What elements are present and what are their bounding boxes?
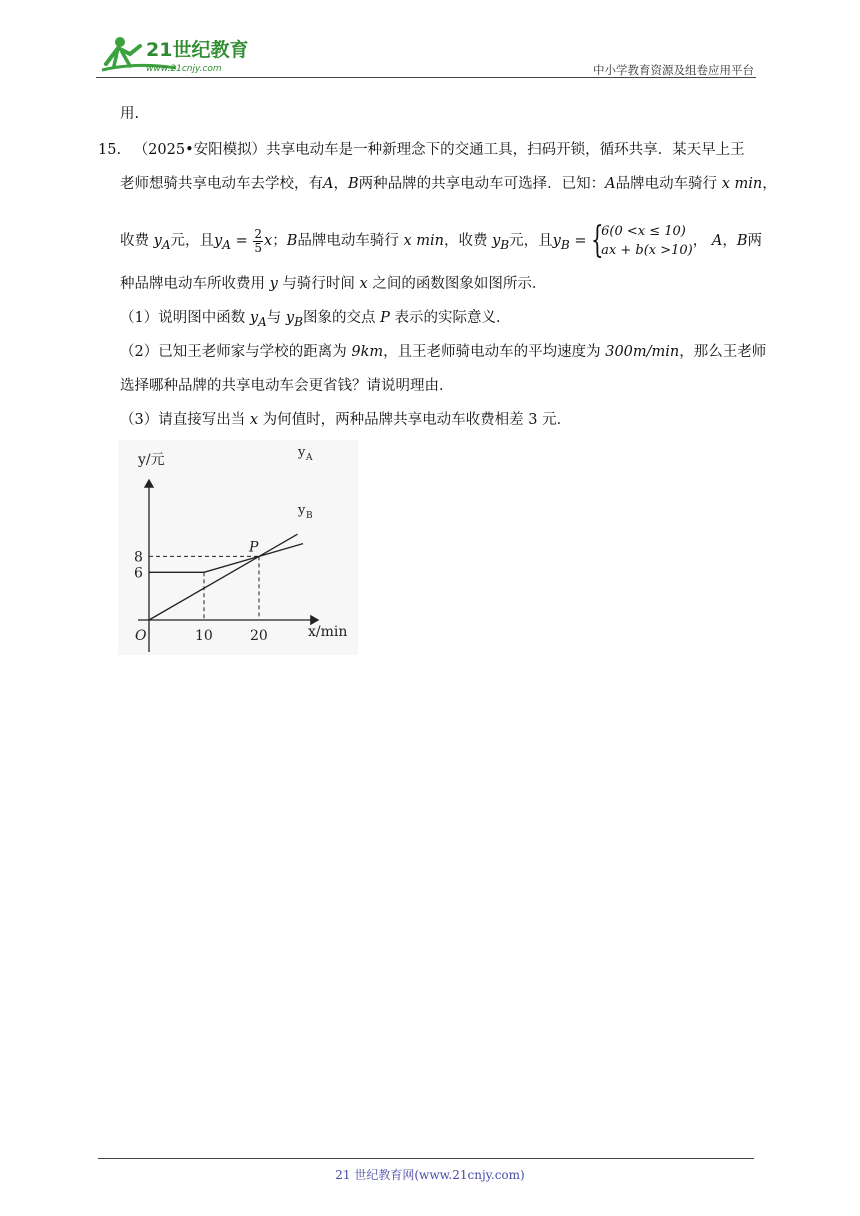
x-tick-20: 20 [250, 628, 268, 644]
x-tick-10: 10 [195, 628, 213, 644]
line-a-sub: A [306, 453, 313, 463]
line-b-sub: B [306, 511, 313, 521]
line-a-label: y [298, 445, 306, 460]
footer-text: 21 世纪教育网(www.21cnjy.com) [335, 1168, 525, 1182]
x-axis-label: x/min [308, 624, 348, 640]
header-platform-text: 中小学教育资源及组卷应用平台 [593, 63, 754, 77]
subquestion-2-line-1: （2）已知王老师家与学校的距离为 9km，且王老师骑电动车的平均速度为 300m/min，那么王老师 [120, 344, 767, 360]
piecewise-function: { 6(0 <x ≤ 10) ax + b(x >10) [591, 220, 693, 261]
point-p-label: P [249, 539, 259, 556]
subquestion-3: （3）请直接写出当 x 为何值时，两种品牌共享电动车收费相差 3 元． [120, 412, 572, 428]
question-number: 15. [98, 142, 122, 158]
subquestion-2-line-2: 选择哪种品牌的共享电动车会更省钱？请说明理由． [120, 378, 454, 394]
svg-text:www.21cnjy.com: www.21cnjy.com [146, 64, 222, 74]
logo-21cnjy [96, 34, 266, 78]
prev-tail-line: 用. [120, 106, 140, 122]
y-tick-6: 6 [134, 565, 143, 582]
line-b-label: y [298, 503, 306, 518]
svg-text:21世纪教育: 21世纪教育 [146, 39, 249, 61]
header-divider [96, 77, 756, 78]
question-line-1: 15. （2025•安阳模拟）共享电动车是一种新理念下的交通工具，扫码开锁，循环共享．某天早上王 [98, 142, 745, 158]
question-line-4: 种品牌电动车所收费用 y 与骑行时间 x 之间的函数图象如图所示． [120, 276, 547, 292]
subquestion-1: （1）说明图中函数 $y_A$与 $y_B$图象的交点 P 表示的实际意义． [120, 310, 511, 329]
function-graph [118, 440, 358, 655]
footer-divider [98, 1158, 754, 1159]
question-line-2: 老师想骑共享电动车去学校，有A，B两种品牌的共享电动车可选择．已知：A品牌电动车骑行 x min， [120, 176, 777, 192]
page-header [96, 34, 756, 78]
fraction-2-5: $\frac{2}{5}$ [254, 226, 262, 255]
question-line-3: 收费 $y_A$元，且$y_A$ = $\frac{2}{5}$ x；B品牌电动车骑行 x min，收费 $y_B$元，且$y_B$ = { 6(0 <x ≤ 10) ax + b(x >10) ， A，B两 [120, 220, 762, 261]
y-axis-label: y/元 [138, 452, 165, 468]
origin-label: O [135, 628, 147, 644]
y-tick-8: 8 [134, 549, 143, 566]
